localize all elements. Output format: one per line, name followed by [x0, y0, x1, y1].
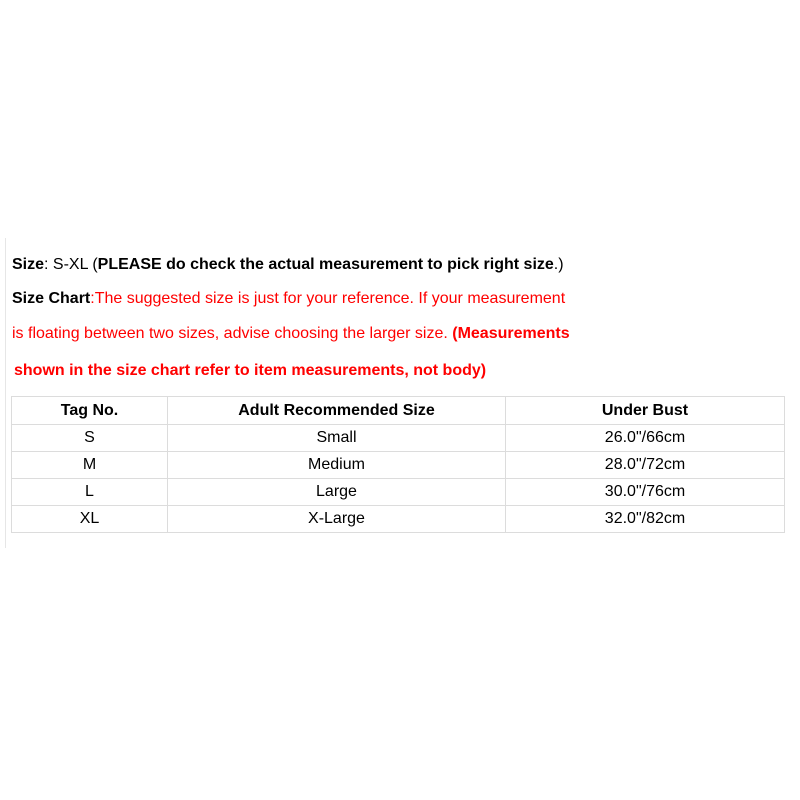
cell-size: Medium [168, 452, 506, 479]
size-table [11, 396, 785, 533]
cell-bust: 26.0"/66cm [506, 425, 785, 452]
table-row [12, 479, 785, 506]
size-chart-note-3: shown in the size chart refer to item measurements, not body) [14, 362, 487, 379]
cell-size: Large [168, 479, 506, 506]
cell-size: X-Large [168, 506, 506, 533]
table-header-row [12, 397, 785, 425]
size-chart-note-2: is floating between two sizes, advise choosing the larger size. [12, 325, 453, 342]
size-line [12, 255, 564, 275]
size-chart-line-2 [12, 324, 570, 344]
size-tail: .) [553, 256, 564, 273]
cell-tag: L [12, 479, 168, 506]
cell-tag: S [12, 425, 168, 452]
header-under-bust: Under Bust [506, 397, 785, 425]
size-chart-line-3 [14, 361, 486, 381]
table-row [12, 452, 785, 479]
size-value: S-XL ( [52, 256, 98, 273]
table-row [12, 506, 785, 533]
cell-bust: 30.0"/76cm [506, 479, 785, 506]
cell-tag: XL [12, 506, 168, 533]
cell-bust: 32.0"/82cm [506, 506, 785, 533]
cell-size: Small [168, 425, 506, 452]
size-chart-line-1 [12, 289, 565, 309]
table-row [12, 425, 785, 452]
size-chart-note-1: :The suggested size is just for your reference. If your measurement [90, 290, 566, 307]
size-chart-label: Size Chart [12, 290, 91, 307]
header-tag-no: Tag No. [12, 397, 168, 425]
header-adult-size: Adult Recommended Size [168, 397, 506, 425]
size-label: Size [12, 256, 45, 273]
size-colon: : [44, 256, 53, 273]
size-chart-note-2-bold: (Measurements [452, 325, 570, 342]
left-divider [5, 238, 6, 548]
cell-bust: 28.0"/72cm [506, 452, 785, 479]
cell-tag: M [12, 452, 168, 479]
size-emphasis: PLEASE do check the actual measurement to pick right size [97, 256, 554, 273]
